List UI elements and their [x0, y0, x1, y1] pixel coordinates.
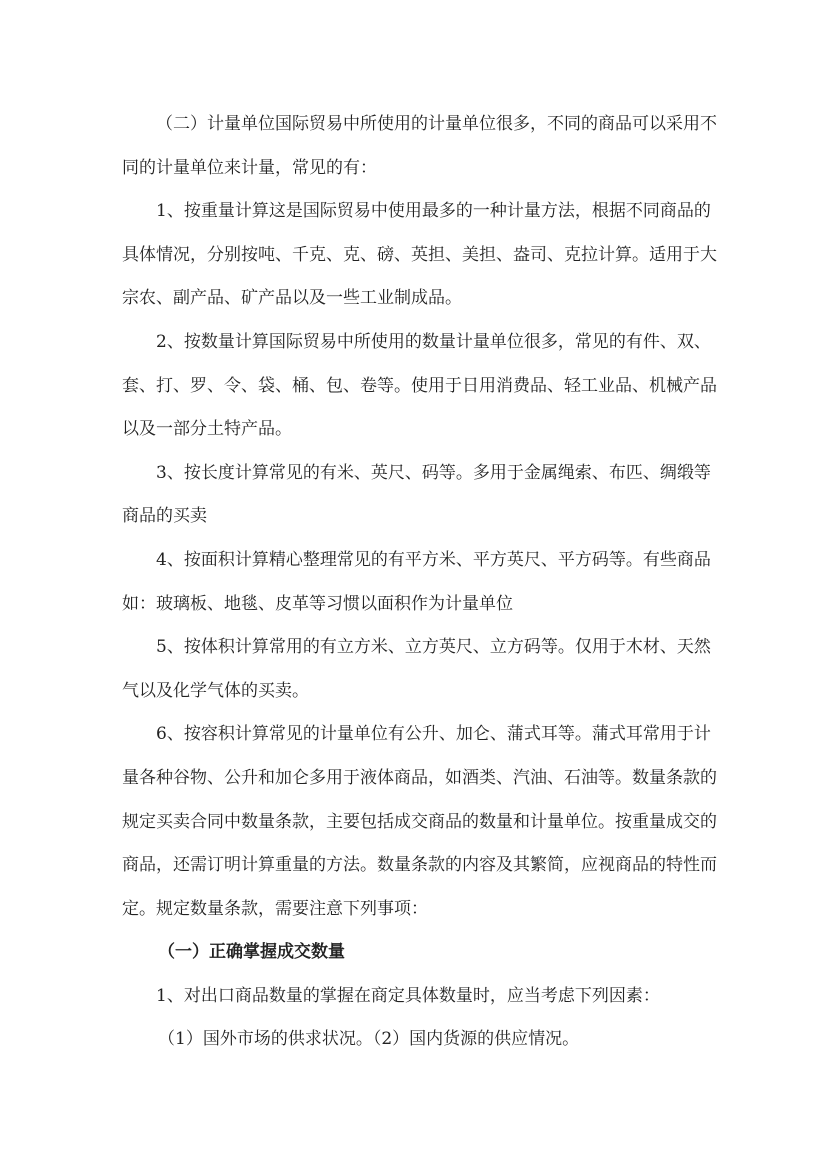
text-line: 气以及化学气体的买卖。 — [122, 680, 309, 701]
text-line: 4、按面积计算精心整理常见的有平方米、平方英尺、平方码等。有些商品 — [156, 549, 711, 570]
text-line: 3、按长度计算常见的有米、英尺、码等。多用于金属绳索、布匹、绸缎等 — [156, 462, 711, 483]
text-line: 定。规定数量条款，需要注意下列事项： — [122, 898, 428, 919]
text-line: 同的计量单位来计量，常见的有： — [122, 157, 377, 178]
text-line: 商品，还需订明计算重量的方法。数量条款的内容及其繁简，应视商品的特性而 — [122, 855, 717, 876]
paragraph — [122, 539, 710, 626]
text-line: 具体情况，分别按吨、千克、克、磅、英担、美担、盎司、克拉计算。适用于大 — [122, 244, 717, 265]
text-line: 商品的买卖 — [122, 506, 207, 527]
text-line: 量各种谷物、公升和加仑多用于液体商品，如酒类、汽油、石油等。数量条款的 — [122, 767, 717, 788]
section-heading — [122, 931, 710, 975]
paragraph — [122, 626, 710, 713]
text-line: （二）计量单位国际贸易中所使用的计量单位很多，不同的商品可以采用不 — [156, 114, 717, 134]
text-line: 以及一部分土特产品。 — [122, 419, 292, 440]
text-line: 如：玻璃板、地毯、皮革等习惯以面积作为计量单位 — [122, 593, 513, 614]
text-line: 1、按重量计算这是国际贸易中使用最多的一种计量方法，根据不同商品的 — [156, 201, 711, 222]
text-line: （1）国外市场的供求状况。（2）国内货源的供应情况。 — [158, 1029, 580, 1050]
text-line: 宗农、副产品、矿产品以及一些工业制成品。 — [122, 288, 462, 309]
text-line: 套、打、罗、令、袋、桶、包、卷等。使用于日用消费品、轻工业品、机械产品 — [122, 375, 717, 396]
paragraph — [122, 1018, 710, 1062]
text-line: 规定买卖合同中数量条款，主要包括成交商品的数量和计量单位。按重量成交的 — [122, 811, 717, 832]
text-line: 5、按体积计算常用的有立方米、立方英尺、立方码等。仅用于木材、天然 — [156, 637, 711, 658]
text-line: 6、按容积计算常见的计量单位有公升、加仑、蒲式耳等。蒲式耳常用于计 — [156, 724, 711, 745]
paragraph — [122, 103, 717, 190]
document-body — [122, 103, 717, 1062]
paragraph — [122, 321, 717, 452]
paragraph — [122, 975, 710, 1019]
paragraph — [122, 713, 717, 931]
paragraph — [122, 190, 717, 321]
text-line: 1、对出口商品数量的掌握在商定具体数量时，应当考虑下列因素： — [156, 985, 660, 1006]
text-line: 2、按数量计算国际贸易中所使用的数量计量单位很多，常见的有件、双、 — [156, 331, 711, 352]
text-line: （一）正确掌握成交数量 — [158, 942, 345, 963]
paragraph — [122, 452, 710, 539]
